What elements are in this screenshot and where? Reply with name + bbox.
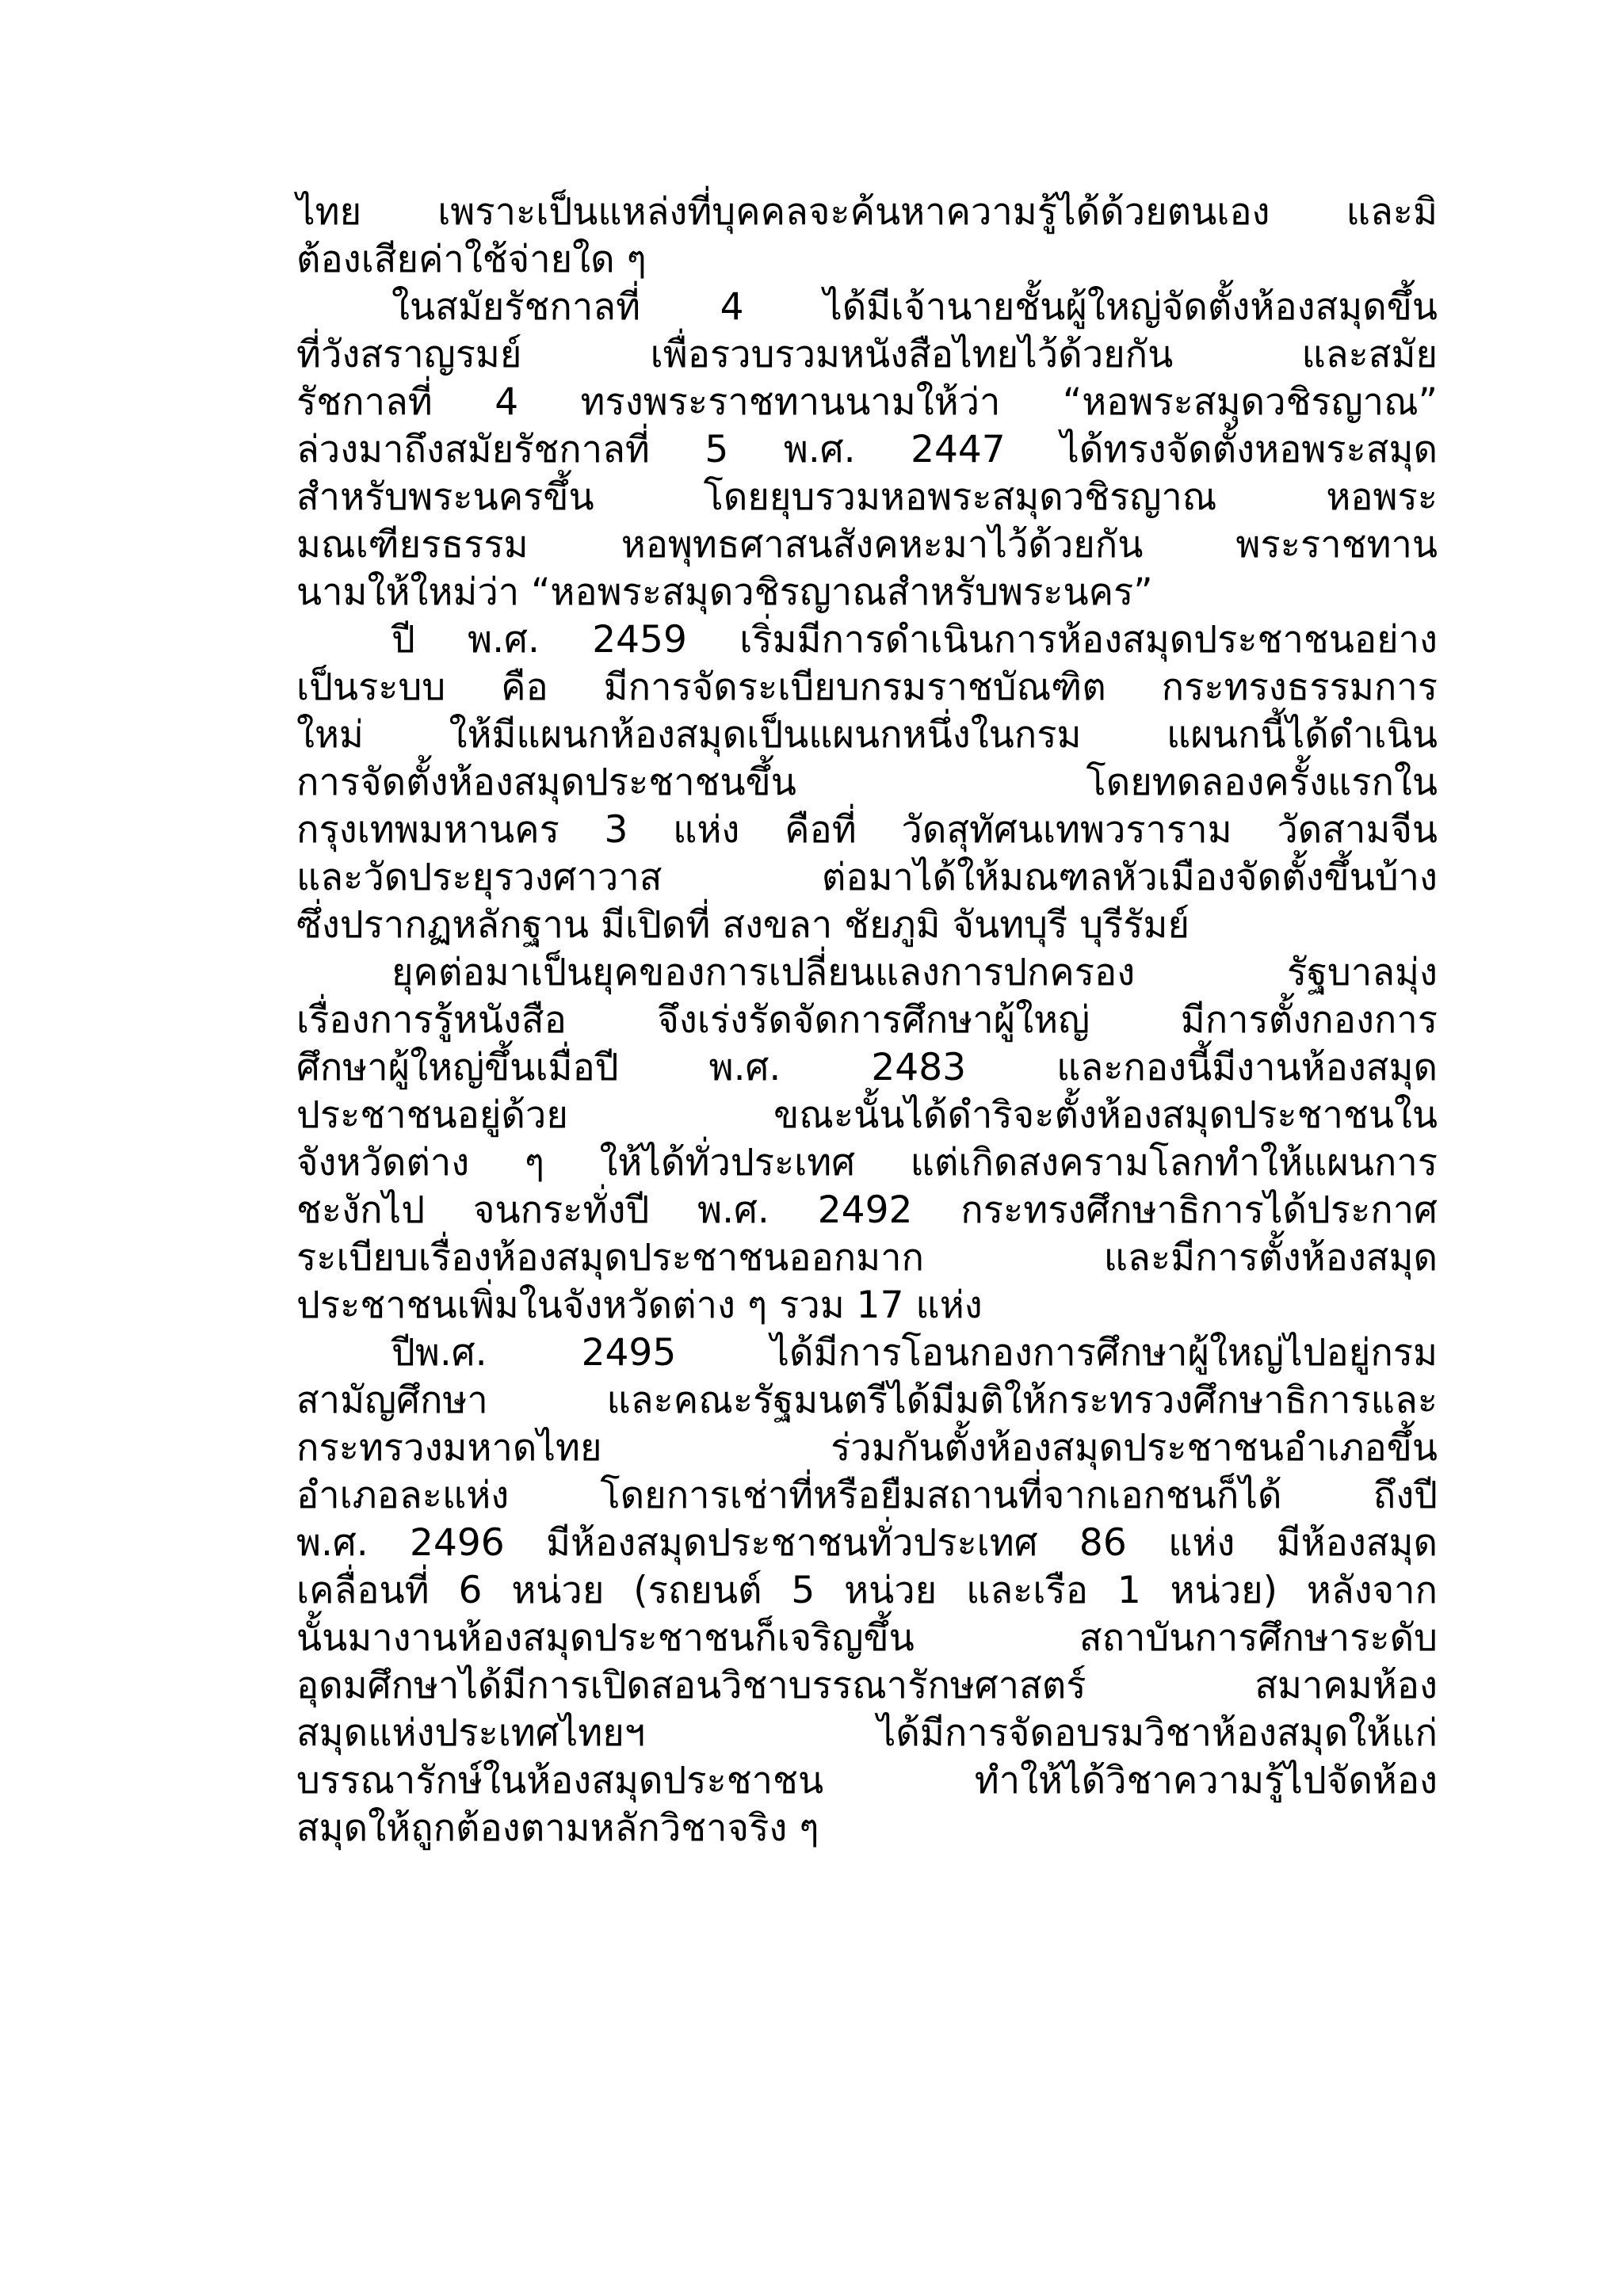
- text-line: ในสมัยรัชกาลที่ 4 ได้มีเจ้านายชั้นผู้ใหญ่จัดตั้งห้องสมุดขึ้น: [391, 285, 1438, 329]
- text-line: สามัญศึกษา และคณะรัฐมนตรีได้มีมติให้กระทรวงศึกษาธิการและ: [296, 1379, 1438, 1422]
- text-line: ต้องเสียค่าใช้จ่ายใด ๆ: [296, 238, 647, 281]
- text-line: ไทย เพราะเป็นแหล่งที่บุคคลจะค้นหาความรู้ได้ด้วยตนเอง และมิ: [296, 190, 1438, 234]
- body-text: [296, 189, 1438, 1852]
- text-line: มณเฑียรธรรม หอพุทธศาสนสังคหะมาไว้ด้วยกัน พระราชทาน: [296, 523, 1438, 566]
- text-line: ปี พ.ศ. 2459 เริ่มมีการดำเนินการห้องสมุดประชาชนอย่าง: [391, 618, 1438, 662]
- text-line: สมุดแห่งประเทศไทยฯ ได้มีการจัดอบรมวิชาห้องสมุดให้แก่: [296, 1711, 1438, 1755]
- text-line: บรรณารักษ์ในห้องสมุดประชาชน ทำให้ได้วิชาความรู้ไปจัดห้อง: [296, 1759, 1438, 1802]
- text-line: ล่วงมาถึงสมัยรัชกาลที่ 5 พ.ศ. 2447 ได้ทรงจัดตั้งหอพระสมุด: [296, 428, 1438, 471]
- text-line: การจัดตั้งห้องสมุดประชาชนขึ้น โดยทดลองครั้งแรกใน: [296, 761, 1438, 804]
- text-line: กระทรวงมหาดไทย ร่วมกันตั้งห้องสมุดประชาชนอำเภอขึ้น: [296, 1426, 1438, 1470]
- text-line: ปีพ.ศ. 2495 ได้มีการโอนกองการศึกษาผู้ใหญ่ไปอยู่กรม: [391, 1331, 1438, 1375]
- text-line: นั้นมางานห้องสมุดประชาชนก็เจริญขึ้น สถาบันการศึกษาระดับ: [296, 1616, 1438, 1660]
- text-line: เคลื่อนที่ 6 หน่วย (รถยนต์ 5 หน่วย และเรือ 1 หน่วย) หลังจาก: [296, 1569, 1438, 1612]
- text-line: ระเบียบเรื่องห้องสมุดประชาชนออกมาก และมีการตั้งห้องสมุด: [296, 1236, 1438, 1280]
- text-line: และวัดประยุรวงศาวาส ต่อมาได้ให้มณฑลหัวเมืองจัดตั้งขึ้นบ้าง: [296, 856, 1438, 899]
- text-line: เรื่องการรู้หนังสือ จึงเร่งรัดจัดการศึกษาผู้ใหญ่ มีการตั้งกองการ: [296, 998, 1438, 1042]
- text-line: ประชาชนอยู่ด้วย ขณะนั้นได้ดำริจะตั้งห้องสมุดประชาชนใน: [296, 1093, 1438, 1137]
- text-line: รัชกาลที่ 4 ทรงพระราชทานนามให้ว่า “หอพระสมุดวชิรญาณ”: [296, 380, 1438, 424]
- text-line: สมุดให้ถูกต้องตามหลักวิชาจริง ๆ: [296, 1806, 819, 1850]
- text-line: จังหวัดต่าง ๆ ให้ได้ทั่วประเทศ แต่เกิดสงครามโลกทำให้แผนการ: [296, 1141, 1438, 1184]
- text-line: ศึกษาผู้ใหญ่ขึ้นเมื่อปี พ.ศ. 2483 และกองนี้มีงานห้องสมุด: [296, 1046, 1438, 1089]
- text-line: ยุคต่อมาเป็นยุคของการเปลี่ยนแลงการปกครอง รัฐบาลมุ่ง: [391, 951, 1438, 994]
- text-line: ซึ่งปรากฏหลักฐาน มีเปิดที่ สงขลา ชัยภูมิ จันทบุรี บุรีรัมย์: [296, 903, 1190, 947]
- text-line: กรุงเทพมหานคร 3 แห่ง คือที่ วัดสุทัศนเทพวราราม วัดสามจีน: [296, 808, 1438, 852]
- text-line: ประชาชนเพิ่มในจังหวัดต่าง ๆ รวม 17 แห่ง: [296, 1283, 983, 1327]
- text-line: ใหม่ ให้มีแผนกห้องสมุดเป็นแผนกหนึ่งในกรม แผนกนี้ได้ดำเนิน: [296, 713, 1438, 757]
- text-line: พ.ศ. 2496 มีห้องสมุดประชาชนทั่วประเทศ 86 แห่ง มีห้องสมุด: [296, 1521, 1438, 1565]
- text-line: อำเภอละแห่ง โดยการเช่าที่หรือยืมสถานที่จากเอกชนก็ได้ ถึงปี: [296, 1474, 1438, 1517]
- text-line: อุดมศึกษาได้มีการเปิดสอนวิชาบรรณารักษศาสตร์ สมาคมห้อง: [296, 1664, 1438, 1707]
- text-line: นามให้ใหม่ว่า “หอพระสมุดวชิรญาณสำหรับพระนคร”: [296, 570, 1153, 614]
- text-line: ที่วังสราญรมย์ เพื่อรวบรวมหนังสือไทยไว้ด้วยกัน และสมัย: [296, 333, 1438, 376]
- document-page: [296, 189, 1438, 1852]
- text-line: สำหรับพระนครขึ้น โดยยุบรวมหอพระสมุดวชิรญาณ หอพระ: [296, 475, 1438, 519]
- text-line: ชะงักไป จนกระทั่งปี พ.ศ. 2492 กระทรงศึกษาธิการได้ประกาศ: [296, 1188, 1438, 1232]
- text-line: เป็นระบบ คือ มีการจัดระเบียบกรมราชบัณฑิต กระทรงธรรมการ: [296, 666, 1438, 709]
